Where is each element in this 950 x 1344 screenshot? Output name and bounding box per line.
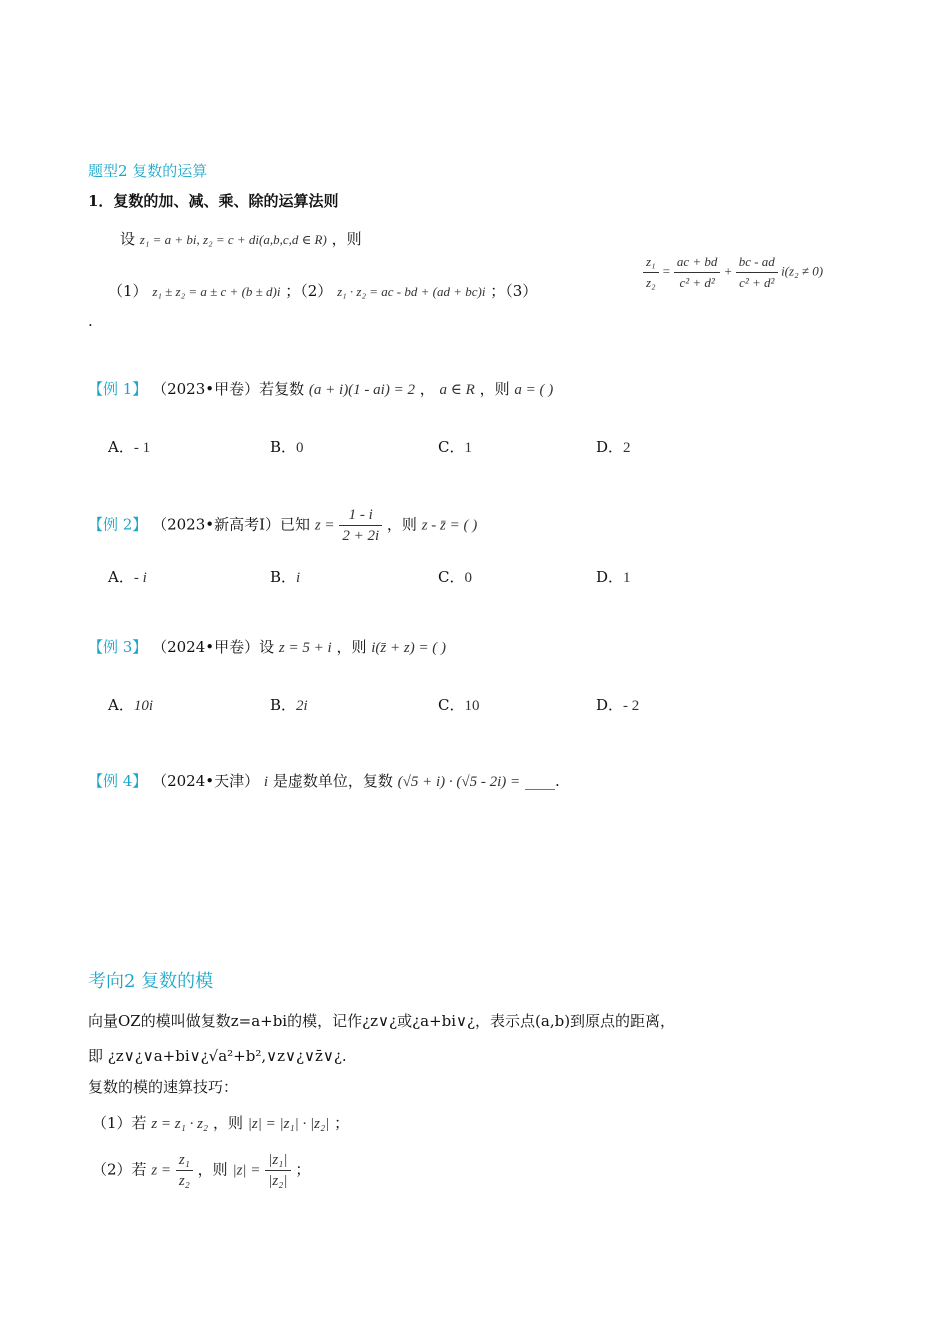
rule-separator-2: ；（3）: [490, 282, 538, 300]
rule1-formula: z₁ ± z₂ = a ± c + (b ± d)i: [152, 284, 281, 299]
rule-separator-1: ；（2）: [285, 282, 333, 300]
modulus-formula: 即 ¿z∨¿∨a+bi∨¿√a²+b²,∨z∨¿∨z̄∨¿.: [88, 1047, 347, 1065]
section-2-title: 考向2 复数的模: [88, 971, 214, 992]
example-expression: z = 5 + i: [278, 640, 332, 656]
tips-heading: 复数的模的速算技巧：: [88, 1078, 239, 1096]
option-c[interactable]: C．1: [438, 438, 472, 456]
option-a[interactable]: A．10i: [108, 696, 154, 714]
let-formula: z₁ = a + bi, z₂ = c + di(a,b,c,d ∈ R): [139, 232, 327, 247]
rule-heading: 1．复数的加、减、乘、除的运算法则: [88, 192, 339, 210]
tip-1: （1）若 z = z₁ · z₂ ，则 |z| = |z₁| · |z₂| ；: [92, 1114, 350, 1132]
example-ask: z - z̄ = ( ): [421, 517, 478, 534]
example-tag: 【例 3】: [88, 638, 148, 656]
rule3-tail: i(z₂ ≠ 0): [781, 263, 824, 279]
tip-1-condition: z = z₁ · z₂: [151, 1116, 209, 1132]
example-1-question: 【例 1】 （2023•甲卷）若复数 (a + i)(1 - ai) = 2 ， a ∈ R ，则 a = ( ): [88, 380, 554, 398]
rule1-label: （1）: [108, 282, 148, 300]
example-source: （2023•甲卷）若复数: [152, 380, 305, 398]
answer-blank[interactable]: ____.: [524, 772, 560, 790]
modulus-definition: 向量OZ的模叫做复数z=a+bi的模，记作¿z∨¿或¿a+bi∨¿，表示点(a,b)到原点的距离，: [88, 1012, 676, 1030]
example-2-question: 【例 2】 （2023•新高考Ⅰ）已知 z = $\frac{1 - i}{2 + 2i}$ ，则 z - z̄ = ( ): [88, 507, 478, 544]
example-ask: i(z̄ + z) = ( ): [371, 640, 447, 656]
example-source: （2024•天津）: [152, 772, 260, 790]
tip-2-result-fraction: $\frac{\text{|z₁|}}{\text{|z₂|}}$: [265, 1150, 290, 1191]
period: .: [88, 312, 93, 330]
rule3-fraction-1: $\frac{ac + bd}{\text{c² + d²}}$: [674, 252, 721, 293]
example-source: （2024•甲卷）设: [152, 638, 275, 656]
example-tag: 【例 1】: [88, 380, 148, 398]
rule3-fraction-2: $\frac{bc - ad}{\text{c² + d²}}$: [736, 252, 778, 293]
option-a[interactable]: A．- i: [108, 568, 147, 586]
example-expression: (a + i)(1 - ai) = 2: [308, 382, 415, 398]
section-title: 题型2 复数的运算: [88, 162, 208, 180]
option-d[interactable]: D．2: [596, 438, 631, 456]
example-source: （2023•新高考Ⅰ）已知: [152, 515, 311, 534]
example-fraction: $\frac{1 - i}{2 + 2i}$: [339, 505, 382, 546]
rules-line: [108, 280, 537, 301]
option-c[interactable]: C．0: [438, 568, 472, 586]
example-expression: (√5 + i) · (√5 - 2i) =: [397, 774, 521, 790]
tip-2: （2）若 z = $\frac{\text{z₁}}{\text{z₂}}$ ，则 |z| = $\frac{\text{|z₁|}}{\text{|z₂|}}$ ；: [92, 1152, 311, 1189]
let-prefix: 设: [120, 230, 136, 248]
example-condition: a ∈ R: [439, 382, 475, 398]
option-b[interactable]: B．i: [270, 568, 301, 586]
option-d[interactable]: D．- 2: [596, 696, 640, 714]
example-3-question: 【例 3】 （2024•甲卷）设 z = 5 + i ，则 i(z̄ + z) = ( ): [88, 638, 447, 656]
option-c[interactable]: C．10: [438, 696, 480, 714]
option-a[interactable]: A．- 1: [108, 438, 151, 456]
option-b[interactable]: B．0: [270, 438, 304, 456]
example-tag: 【例 2】: [88, 515, 148, 534]
option-d[interactable]: D．1: [596, 568, 631, 586]
option-b[interactable]: B．2i: [270, 696, 308, 714]
let-suffix: ，则: [331, 230, 362, 248]
rule3-formula: $\frac{\text{z₁}}{\text{z₂}}$ = $\frac{ac + bd}{\text{c² + d²}}$ + $\frac{bc - ad}{\text{c² + d²}}$ i(z₂ ≠ 0): [643, 252, 823, 293]
example-tag: 【例 4】: [88, 772, 148, 790]
example-4-question: 【例 4】 （2024•天津） i 是虚数单位，复数 (√5 + i) · (√5 - 2i) = ____.: [88, 772, 560, 790]
tip-2-fraction: $\frac{\text{z₁}}{\text{z₂}}$: [176, 1150, 193, 1191]
example-ask: a = ( ): [514, 382, 554, 398]
tip-1-result: |z| = |z₁| · |z₂|: [247, 1116, 330, 1132]
let-line: [120, 228, 362, 249]
rule2-formula: z₁ · z₂ = ac - bd + (ad + bc)i: [337, 284, 486, 299]
rule3-left-fraction: $\frac{\text{z₁}}{\text{z₂}}$: [643, 252, 659, 293]
